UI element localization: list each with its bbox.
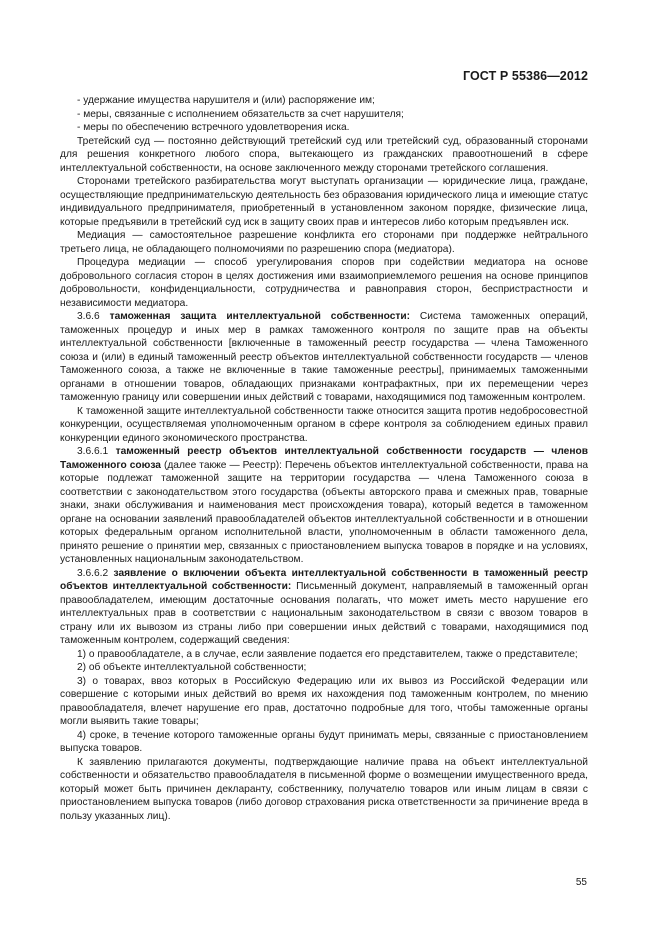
section-paragraph [60, 310, 588, 405]
term-definition: Система таможенных операций, таможенных процедур и иных мер в рамках таможенного контроля по защите прав на объекты интеллектуальной собственности [включенные в таможенный реестр государства — члена Таможенного союза и (или) в единый таможенный реестр объектов интеллектуальной собственности государств — членов Таможенного союза, а также не включенные в такие таможенные реестры], принимаемых таможенными органами в отношении товаров, обладающих признаками контрафактных, при их перемещении через таможенную границу или совершении иных действий с товарами, находящимися под таможенным контролем. [60, 311, 588, 403]
dash-list-item: - удержание имущества нарушителя и (или) распоряжение им; [77, 95, 375, 106]
body-paragraph: Третейский суд — постоянно действующий третейский суд или третейский суд, образованный сторонами для решения конкретного любого спора, вытекающего из гражданских правоотношений в сфере интеллектуальной собственности, на основе заключенного между сторонами третейского соглашения. [60, 135, 588, 174]
body-paragraph: Медиация — самостоятельное разрешение конфликта его сторонами при поддержке нейтрального третьего лица, не обладающего полномочиями по разрешению спора (медиатора). [60, 230, 588, 255]
numbered-list-item: 3) о товарах, ввоз которых в Российскую Федерацию или их вывоз из Российской Федерации или совершение с которыми иных действий во время их нахождения под таможенным контролем, по мнению правообладателя, влечет нарушение его прав, достаточно подробные для того, чтобы таможенные органы могли выявить такие товары; [60, 675, 588, 727]
term-heading: таможенный реестр объектов интеллектуальной собственности государств — членов Таможенного союза [60, 446, 588, 471]
section-number: 3.6.6.1 [77, 446, 109, 457]
numbered-list-item: 4) сроке, в течение которого таможенные органы будут принимать меры, связанные с приостановлением выпуска товаров. [60, 729, 588, 754]
numbered-list-item: 1) о правообладателе, а в случае, если заявление подается его представителем, также о представителе; [77, 648, 578, 660]
body-paragraph: Сторонами третейского разбирательства могут выступать организации — юридические лица, граждане, осуществляющие предпринимательскую деятельность без образования юридического лица и имеющие статус индивидуального предпринимателя, приобретенный в установленном законом порядке, физические лица, которые предъявили в третейский суд иск в защиту своих прав и интересов либо которым предъявлен иск. [60, 176, 588, 228]
term-heading: заявление о включении объекта интеллектуальной собственности в таможенный реестр объектов интеллектуальной собственности: [60, 567, 588, 592]
dash-list-item: - меры по обеспечению встречного удовлетворения иска. [77, 122, 350, 133]
body-paragraph: Процедура медиации — способ урегулирования споров при содействии медиатора на основе добровольного согласия сторон в целях достижения ими взаимоприемлемого решения на основе принципов добровольности, конфиденциальности, сотрудничества и равноправия сторон, беспристрастности и независимости медиатора. [60, 257, 588, 309]
term-heading: таможенная защита интеллектуальной собственности: [109, 311, 410, 322]
section-number: 3.6.6 [77, 311, 100, 322]
body-paragraph: К заявлению прилагаются документы, подтверждающие наличие права на объект интеллектуальной собственности и обязательство правообладателя в письменной форме о возмещении имущественного вреда, который может быть причинен декларанту, собственнику, получателю товаров или иным лицам в связи с приостановлением выпуска товаров (либо договор страхования риска ответственности за причинение вреда в пользу указанных лиц). [60, 756, 588, 822]
section-paragraph [60, 567, 588, 648]
term-definition: Письменный документ, направляемый в таможенный орган правообладателем, имеющим достаточные основания полагать, что может иметь место нарушение его интеллектуальных прав в соответствии с национальным законодательством в связи с ввозом товаров в страну или их вывозом из страны либо при совершении иных действий с товарами, находящимися под таможенным контролем, содержащий сведения: [60, 581, 588, 646]
document-body [60, 94, 588, 823]
numbered-list-item: 2) об объекте интеллектуальной собственности; [77, 662, 307, 673]
dash-list-item: - меры, связанные с исполнением обязательств за счет нарушителя; [77, 108, 404, 120]
page-number: 55 [575, 877, 587, 888]
standard-designation: ГОСТ Р 55386—2012 [462, 69, 588, 83]
section-number: 3.6.6.2 [77, 567, 109, 579]
section-paragraph [60, 445, 588, 567]
term-definition: (далее также — Реестр): Перечень объектов интеллектуальной собственности, права на которые подлежат таможенной защите на территории государства — члена Таможенного союза в соответствии с законодательством этого государства (объекты авторского права и смежных прав, товарные знаки, знаки обслуживания и наименования мест происхождения товара), который ведется в таможенном органе на основании заявлений правообладателей объектов интеллектуальной собственности и в отношении которых федеральным органом исполнительной власти, уполномоченным в области таможенного дела, принято решение о принятии мер, связанных с приостановлением выпуска товаров в порядке и на условиях, установленных национальным законодательством. [60, 459, 588, 565]
body-paragraph: К таможенной защите интеллектуальной собственности также относится защита против недобросовестной конкуренции, осуществляемая уполномоченным органом в сфере контроля за соблюдением единых правил конкуренции единого экономического пространства. [60, 405, 588, 444]
